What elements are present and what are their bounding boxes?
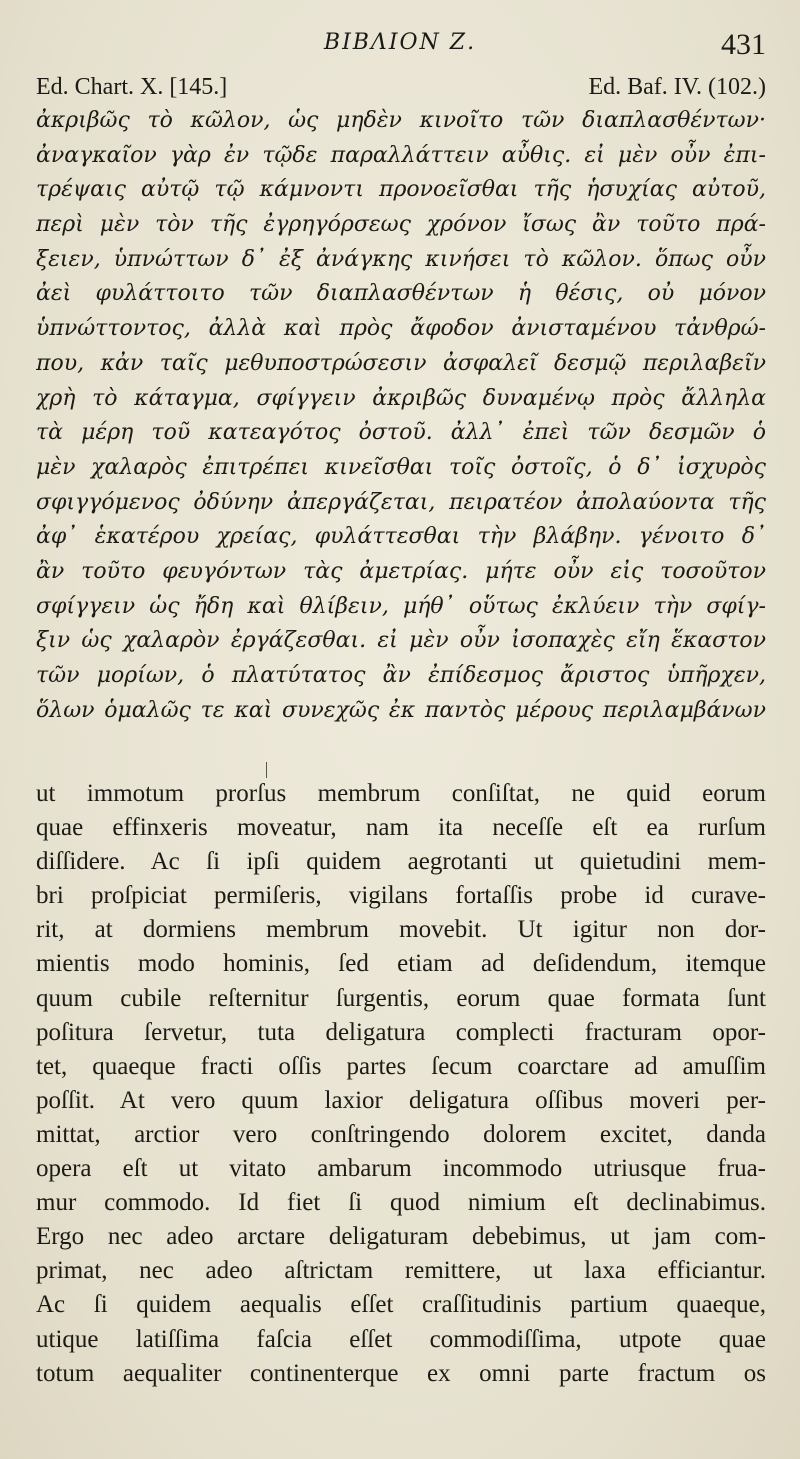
latin-text-line: mur commodo. Id fiet ſi quod nimium eſt declinabimus.: [36, 1189, 766, 1217]
greek-text-line: ἂν τοῦτο φευγόντων τὰς ἀμετρίας. μήτε οὖν εἰς τοσοῦτον: [36, 558, 766, 584]
latin-text-line: poſitura ſervetur, tuta deligatura complecti fracturam opor-: [36, 1018, 766, 1046]
latin-text-block: [36, 777, 766, 1391]
greek-text-block: [36, 104, 766, 728]
latin-text-line: opera eſt ut vitato ambarum incommodo utriusque frua-: [36, 1155, 766, 1183]
greek-text-line: ὑπνώττοντος, ἀλλὰ καὶ πρὸς ἄφοδον ἀνισταμένου τἀνθρώ-: [36, 316, 766, 342]
latin-text-line: mientis modo hominis, ſed etiam ad deſidendum, itemque: [36, 950, 766, 978]
latin-text-line: ut immotum prorſus membrum conſiſtat, ne quid eorum: [36, 780, 766, 807]
edition-references: [36, 74, 766, 104]
latin-text-line: primat, nec adeo aſtrictam remittere, ut laxa efficiantur.: [36, 1257, 766, 1285]
latin-text-line: bri proſpiciat permiſeris, vigilans fortaſſis probe id curave-: [36, 882, 766, 910]
latin-text-line: poſſit. At vero quum laxior deligatura oſſibus moveri per-: [36, 1086, 766, 1114]
book-title: ΒΙΒΛΙΟΝ Ζ.: [323, 30, 477, 55]
greek-text-line: ὅλων ὁμαλῶς τε καὶ συνεχῶς ἐκ παντὸς μέρους περιλαμβάνων: [36, 697, 766, 723]
latin-text-line: quum cubile reſternitur ſurgentis, eorum quae formata ſunt: [36, 984, 766, 1012]
latin-text-line: Ac ſi quidem aequalis eſſet craſſitudinis partium quaeque,: [36, 1291, 766, 1319]
greek-text-line: σφίγγειν ὡς ἤδη καὶ θλίβειν, μήθ᾽ οὕτως ἐκλύειν τὴν σφίγ-: [36, 593, 766, 619]
greek-text-line: ἀκριβῶς τὸ κῶλον, ὡς μηδὲν κινοῖτο τῶν διαπλασθέντων·: [36, 108, 766, 133]
latin-text-line: utique latiſſima faſcia eſſet commodiſſima, utpote quae: [36, 1325, 766, 1353]
greek-text-line: περὶ μὲν τὸν τῆς ἐγρηγόρσεως χρόνον ἴσως ἂν τοῦτο πρά-: [36, 212, 766, 238]
greek-text-line: σφιγγόμενος ὀδύνην ἀπεργάζεται, πειρατέον ἀπολαύοντα τῆς: [36, 489, 766, 515]
greek-text-line: τρέψαις αὐτῷ τῷ κάμνοντι προνοεῖσθαι τῆς ἡσυχίας αὐτοῦ,: [36, 177, 766, 203]
latin-text-line: quae effinxeris moveatur, nam ita neceſſe eſt ea rurſum: [36, 814, 766, 842]
greek-text-line: ξειεν, ὑπνώττων δ᾽ ἐξ ἀνάγκης κινήσει τὸ κῶλον. ὅπως οὖν: [36, 246, 766, 272]
greek-text-line: ξιν ὡς χαλαρὸν ἐργάζεσθαι. εἰ μὲν οὖν ἰσοπαχὲς εἴη ἕκαστον: [36, 628, 766, 654]
edition-basel-ref: Ed. Baf. IV. (102.): [588, 74, 766, 100]
latin-text-line: tet, quaeque fracti oſſis partes ſecum coarctare ad amuſſim: [36, 1052, 766, 1080]
running-head: [0, 30, 800, 62]
greek-text-line: που, κἀν ταῖς μεθυποστρώσεσιν ἀσφαλεῖ δεσμῷ περιλαβεῖν: [36, 350, 766, 376]
latin-text-line: totum aequaliter continenterque ex omni parte fractum os: [36, 1359, 766, 1387]
greek-text-line: τὰ μέρη τοῦ κατεαγότος ὀστοῦ. ἀλλ᾽ ἐπεὶ τῶν δεσμῶν ὁ: [36, 420, 766, 446]
greek-text-line: χρὴ τὸ κάταγμα, σφίγγειν ἀκριβῶς δυναμένῳ πρὸς ἄλληλα: [36, 385, 766, 411]
greek-text-line: τῶν μορίων, ὁ πλατύτατος ἂν ἐπίδεσμος ἄριστος ὑπῆρχεν,: [36, 663, 766, 688]
greek-text-line: μὲν χαλαρὸς ἐπιτρέπει κινεῖσθαι τοῖς ὀστοῖς, ὁ δ᾽ ἰσχυρὸς: [36, 454, 766, 480]
edition-chartier-ref: Ed. Chart. X. [145.]: [36, 74, 228, 100]
latin-text-line: rit, at dormiens membrum movebit. Ut igitur non dor-: [36, 916, 766, 944]
column-divider-mark: [266, 762, 267, 778]
page-number: 431: [721, 28, 766, 61]
latin-text-line: diſſidere. Ac ſi ipſi quidem aegrotanti ut quietudini mem-: [36, 848, 766, 876]
latin-text-line: Ergo nec adeo arctare deligaturam debebimus, ut jam com-: [36, 1223, 766, 1251]
greek-text-line: ἀφ᾽ ἑκατέρου χρείας, φυλάττεσθαι τὴν βλάβην. γένοιτο δ᾽: [36, 524, 766, 550]
latin-text-line: mittat, arctior vero conſtringendo dolorem excitet, danda: [36, 1120, 766, 1148]
greek-text-line: ἀναγκαῖον γὰρ ἐν τῷδε παραλλάττειν αὖθις. εἰ μὲν οὖν ἐπι-: [36, 142, 766, 168]
greek-text-line: ἀεὶ φυλάττοιτο τῶν διαπλασθέντων ἡ θέσις, οὐ μόνον: [36, 281, 766, 307]
